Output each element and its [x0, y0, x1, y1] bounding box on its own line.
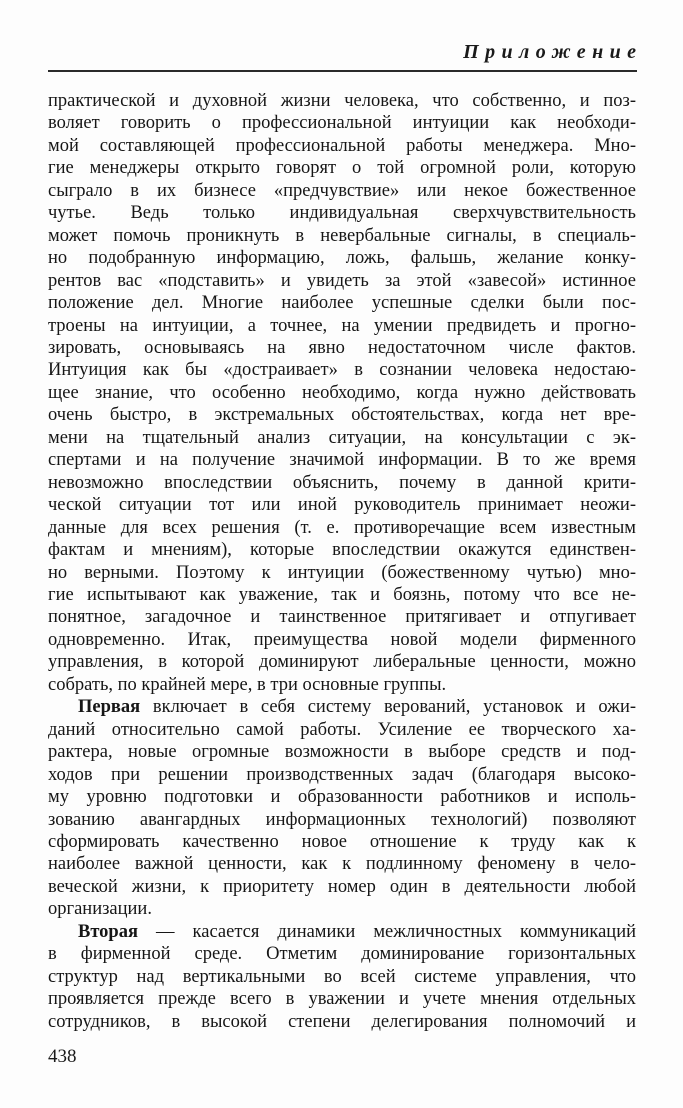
- text-line: но подобранную информацию, ложь, фальшь, желание конку-: [48, 248, 636, 269]
- text-line: организации.: [48, 899, 152, 920]
- running-header-title: Приложение: [463, 41, 643, 63]
- paragraph: [48, 921, 636, 1033]
- text-line: [48, 696, 636, 718]
- bold-lead-word: Первая: [78, 697, 141, 718]
- text-line: [48, 921, 636, 943]
- text-line: троены на интуиции, а точнее, на умении предвидеть и прогно-: [48, 315, 636, 336]
- text-line: рактера, новые огромные возможности в выборе средств и под-: [48, 742, 636, 763]
- text-line: мени на тщательный анализ ситуации, на консультации с эк-: [48, 427, 636, 448]
- text-line: собрать, по крайней мере, в три основные группы.: [48, 674, 447, 695]
- text-line: но верными. Поэтому к интуиции (божественному чутью) мно-: [48, 562, 636, 583]
- text-line: понятное, загадочное и таинственное притягивает и отпугивает: [48, 607, 636, 628]
- text-line: практической и духовной жизни человека, что собственно, и поз-: [48, 91, 636, 111]
- text-line: очень быстро, в экстремальных обстоятельствах, когда нет вре-: [48, 405, 636, 426]
- text-line: наиболее важной ценности, как к подлинному феномену в чело-: [48, 854, 636, 875]
- paragraph: [48, 696, 636, 921]
- text-line: Интуиция как бы «достраивает» в сознании человека недостаю-: [48, 360, 636, 381]
- text-line: рентов вас «подставить» и увидеть за этой «завесой» истинное: [48, 270, 636, 291]
- text-line: управления, в которой доминируют либеральные ценности, можно: [48, 652, 636, 673]
- text-line: му уровню подготовки и образованности работников и исполь-: [48, 787, 636, 808]
- text-line: гие менеджеры открыто говорят о той огромной роли, которую: [48, 158, 636, 179]
- text-body: [48, 90, 636, 1033]
- text-line: мой составляющей профессиональной работы менеджера. Мно-: [48, 135, 636, 156]
- text-line: чутье. Ведь только индивидуальная сверхчувствительность: [48, 203, 636, 224]
- text-line: сотрудников, в высокой степени делегирования полномочий и: [48, 1011, 636, 1032]
- text-line: положение дел. Многие наиболее успешные сделки были пос-: [48, 293, 636, 314]
- text-line: в фирменной среде. Отметим доминирование горизонтальных: [48, 944, 636, 965]
- text-line: щее знание, что особенно необходимо, когда нужно действовать: [48, 382, 636, 403]
- header-rule: [48, 70, 637, 72]
- text-line: зованию авангардных информационных технологий) позволяют: [48, 809, 636, 830]
- paragraph: [48, 90, 636, 696]
- text-line: невозможно впоследствии объяснить, почему в данной крити-: [48, 472, 636, 493]
- text-line-rest: включает в себя систему верований, установок и ожи-: [152, 697, 636, 718]
- bold-lead-word: Вторая: [78, 921, 138, 942]
- text-line: сформировать качественно новое отношение к труду как к: [48, 831, 636, 852]
- text-line: фактам и мнениям), которые впоследствии окажутся единствен-: [48, 540, 636, 561]
- text-line: проявляется прежде всего в уважении и учете мнения отдельных: [48, 989, 636, 1010]
- text-line-rest: — касается динамики межличностных коммуникаций: [156, 921, 636, 942]
- text-line: ходов при решении производственных задач (благодаря высоко-: [48, 764, 636, 785]
- text-line: сыграло в их бизнесе «предчувствие» или некое божественное: [48, 180, 636, 201]
- text-line: может помочь проникнуть в невербальные сигналы, в специаль-: [48, 225, 636, 246]
- text-line: воляет говорить о профессиональной интуиции как необходи-: [48, 113, 636, 134]
- text-line: гие испытывают как уважение, так и боязнь, потому что все не-: [48, 584, 636, 605]
- page-number: 438: [48, 1046, 77, 1067]
- text-line: спертами и на получение значимой информации. В то же время: [48, 450, 636, 471]
- text-line: веческой жизни, к приоритету номер один в деятельности любой: [48, 876, 636, 897]
- text-line: структур над вертикальными во всей системе управления, что: [48, 966, 636, 987]
- text-line: зировать, основываясь на явно недостаточном числе фактов.: [48, 337, 636, 358]
- text-line: одновременно. Итак, преимущества новой модели фирменного: [48, 629, 636, 650]
- text-line: данные для всех решения (т. е. противоречащие всем известным: [48, 517, 636, 538]
- text-line: ческой ситуации тот или иной руководитель принимает неожи-: [48, 495, 636, 516]
- text-line: даний относительно самой работы. Усиление ее творческого ха-: [48, 719, 636, 740]
